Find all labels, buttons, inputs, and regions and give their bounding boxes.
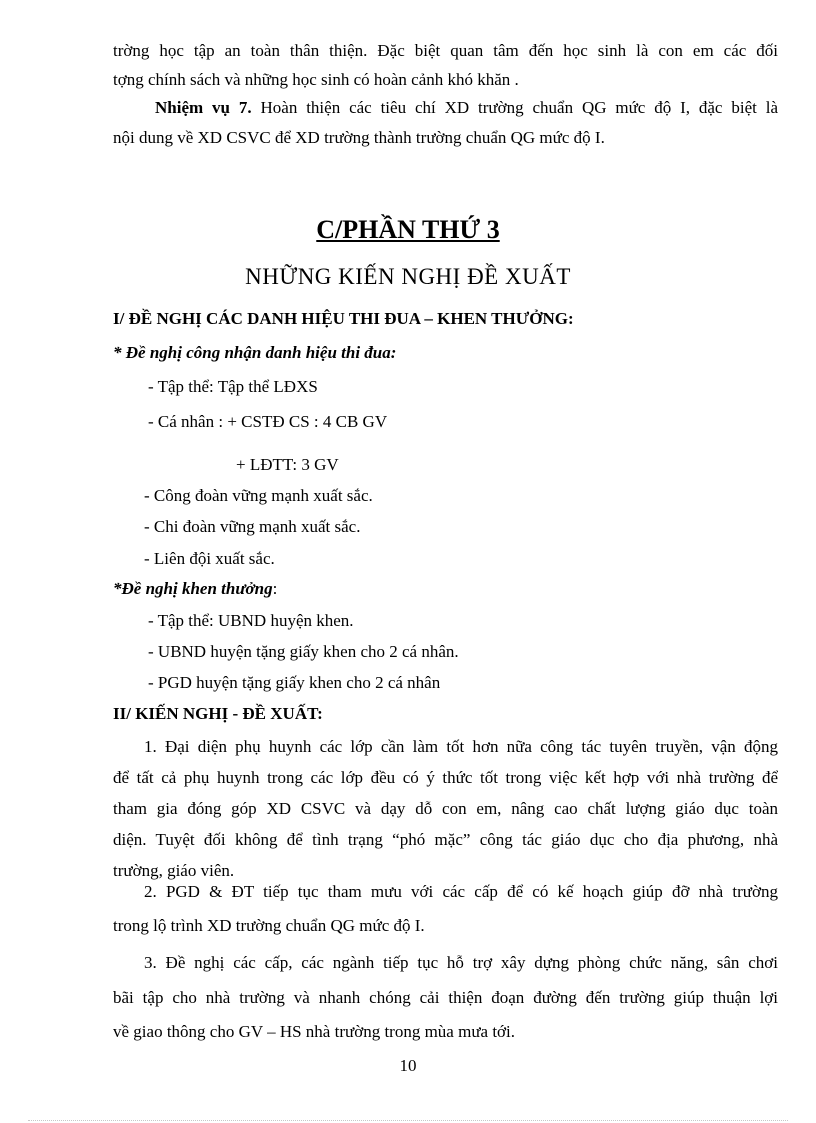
list-item: - PGD huyện tặng giấy khen cho 2 cá nhân [148,673,441,692]
text-line: nội dung về XD CSVC để XD trường thành trường chuẩn QG mức độ I. [113,128,605,147]
text-line: 3. Đề nghị các cấp, các ngành tiếp tục hỗ trợ xây dựng phòng chức năng, sân chơi [144,953,778,972]
text-line: trờng học tập an toàn thân thiện. Đặc biệt quan tâm đến học sinh là con em các đối [113,41,778,60]
part-subtitle: NHỮNG KIẾN NGHỊ ĐỀ XUẤT [245,264,571,289]
text-line: 1. Đại diện phụ huynh các lớp cần làm tốt hơn nữa công tác tuyên truyền, vận động [144,737,778,756]
text-line: để tất cả phụ huynh trong các lớp đều có ý thức tốt trong việc kết hợp với nhà trường để [113,768,778,787]
list-item: - Cá nhân : + CSTĐ CS : 4 CB GV [148,412,388,431]
list-item: - Tập thể: Tập thể LĐXS [148,377,318,396]
text-line: 2. PGD & ĐT tiếp tục tham mưu với các cấp để có kế hoạch giúp đỡ nhà trường [144,882,778,901]
task-7-text: Hoàn thiện các tiêu chí XD trường chuẩn QG mức độ I, đặc biệt là [251,98,778,117]
reward-heading-suffix: : [272,579,278,598]
emulation-heading: * Đề nghị công nhận danh hiệu thi đua: [113,343,397,362]
list-item: - Chi đoàn vững mạnh xuất sắc. [144,517,361,536]
task-7-label: Nhiệm vụ 7. [155,98,252,117]
part-title: C/PHẦN THỨ 3 [316,215,500,244]
list-item: - Liên đội xuất sắc. [144,549,275,568]
page-number: 10 [399,1056,417,1075]
text-line [155,97,778,119]
text-line: tham gia đóng góp XD CSVC và dạy dỗ con em, nâng cao chất lượng giáo dục toàn [113,799,778,818]
text-line: tợng chính sách và những học sinh có hoàn cảnh khó khăn . [113,70,519,89]
list-item: - Công đoàn vững mạnh xuất sắc. [144,486,373,505]
list-item: - UBND huyện tặng giấy khen cho 2 cá nhân. [148,642,459,661]
reward-heading: *Đề nghị khen thưởng [113,579,273,598]
list-item: - Tập thể: UBND huyện khen. [148,611,354,630]
section-2-heading: II/ KIẾN NGHỊ - ĐỀ XUẤT: [113,704,323,723]
footer-divider [28,1120,788,1121]
list-item: + LĐTT: 3 GV [236,455,339,474]
text-line: trong lộ trình XD trường chuẩn QG mức độ I. [113,916,425,935]
text-line: trường, giáo viên. [113,861,235,880]
reward-heading-line [113,578,277,600]
text-line: bãi tập cho nhà trường và nhanh chóng cải thiện đoạn đường đến trường giúp thuận lợi [113,988,778,1007]
text-line: về giao thông cho GV – HS nhà trường trong mùa mưa tới. [113,1022,516,1041]
text-line: diện. Tuyệt đối không để tình trạng “phó mặc” công tác giáo dục cho địa phương, nhà [113,830,778,849]
section-1-heading: I/ ĐỀ NGHỊ CÁC DANH HIỆU THI ĐUA – KHEN THƯỞNG: [113,309,574,328]
